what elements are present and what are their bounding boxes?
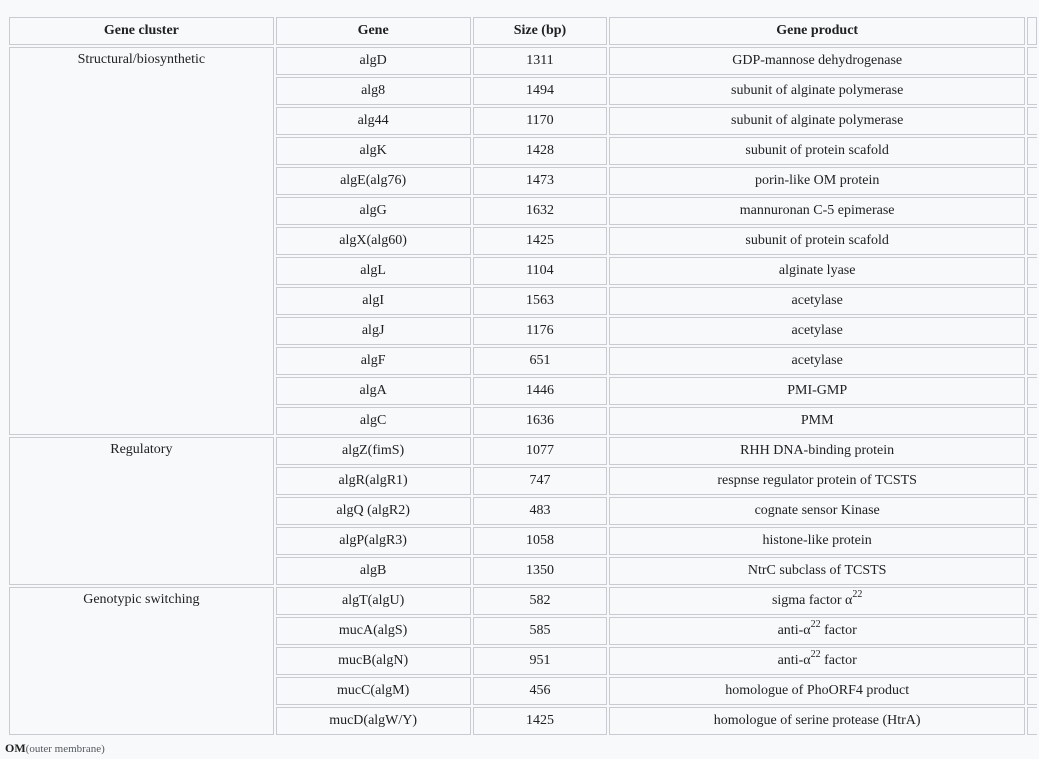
cutoff-column-cell	[1027, 287, 1037, 315]
size-cell: 951	[473, 647, 608, 675]
gene-cell: algK	[276, 137, 471, 165]
gene-product-text: acetylase	[791, 353, 843, 368]
gene-product-cell	[609, 377, 1025, 405]
header-cutoff-column	[1027, 17, 1037, 45]
gene-product-text: RHH DNA-binding protein	[740, 443, 895, 458]
gene-product-text: subunit of alginate polymerase	[731, 113, 904, 128]
cutoff-column-cell	[1027, 197, 1037, 225]
gene-product-cell	[609, 77, 1025, 105]
gene-product-suffix: factor	[820, 653, 857, 668]
cutoff-column-cell	[1027, 77, 1037, 105]
gene-product-cell	[609, 587, 1025, 615]
cutoff-column-cell	[1027, 107, 1037, 135]
gene-product-cell	[609, 527, 1025, 555]
gene-cell: algC	[276, 407, 471, 435]
header-size: Size (bp)	[473, 17, 608, 45]
size-cell: 582	[473, 587, 608, 615]
gene-cell: algX(alg60)	[276, 227, 471, 255]
size-cell: 1170	[473, 107, 608, 135]
gene-product-text: homologue of serine protease (HtrA)	[713, 713, 921, 728]
cutoff-column-cell	[1027, 467, 1037, 495]
size-cell: 1446	[473, 377, 608, 405]
gene-cell: alg8	[276, 77, 471, 105]
gene-product-suffix: factor	[820, 623, 857, 638]
gene-cluster-cell: Genotypic switching	[9, 587, 274, 735]
size-cell: 1104	[473, 257, 608, 285]
size-cell: 1077	[473, 437, 608, 465]
gene-cell: mucA(algS)	[276, 617, 471, 645]
size-cell: 456	[473, 677, 608, 705]
cutoff-column-cell	[1027, 527, 1037, 555]
gene-product-text: PMM	[800, 413, 834, 428]
footnote-text: (outer membrane)	[25, 743, 105, 755]
gene-product-cell	[609, 647, 1025, 675]
cutoff-column-cell	[1027, 437, 1037, 465]
cutoff-column-cell	[1027, 677, 1037, 705]
size-cell: 1428	[473, 137, 608, 165]
header-gene-cluster: Gene cluster	[9, 17, 274, 45]
size-cell: 747	[473, 467, 608, 495]
gene-cell: algI	[276, 287, 471, 315]
table-row	[9, 587, 1037, 615]
gene-cell: algF	[276, 347, 471, 375]
size-cell: 1311	[473, 47, 608, 75]
gene-product-cell	[609, 197, 1025, 225]
gene-cell: algJ	[276, 317, 471, 345]
header-gene-product: Gene product	[609, 17, 1025, 45]
size-cell: 1473	[473, 167, 608, 195]
gene-product-cell	[609, 467, 1025, 495]
gene-cell: algR(algR1)	[276, 467, 471, 495]
size-cell: 1058	[473, 527, 608, 555]
gene-product-text: subunit of alginate polymerase	[731, 83, 904, 98]
size-cell: 585	[473, 617, 608, 645]
gene-product-text: sigma factor α	[771, 593, 853, 608]
gene-cluster-cell: Regulatory	[9, 437, 274, 585]
gene-cluster-cell: Structural/biosynthetic	[9, 47, 274, 435]
gene-product-text: alginate lyase	[778, 263, 856, 278]
size-cell: 1636	[473, 407, 608, 435]
gene-product-text: mannuronan C-5 epimerase	[739, 203, 895, 218]
size-cell: 1425	[473, 707, 608, 735]
cutoff-column-cell	[1027, 167, 1037, 195]
size-cell: 1632	[473, 197, 608, 225]
cutoff-column-cell	[1027, 377, 1037, 405]
size-cell: 1563	[473, 287, 608, 315]
gene-product-cell	[609, 287, 1025, 315]
gene-product-cell	[609, 677, 1025, 705]
cutoff-column-cell	[1027, 227, 1037, 255]
superscript: 22	[810, 619, 821, 631]
gene-product-cell	[609, 227, 1025, 255]
gene-cell: algG	[276, 197, 471, 225]
cutoff-column-cell	[1027, 617, 1037, 645]
gene-product-text: anti-α	[777, 653, 811, 668]
gene-product-text: subunit of protein scafold	[745, 233, 889, 248]
size-cell: 1350	[473, 557, 608, 585]
gene-product-text: histone-like protein	[762, 533, 872, 548]
cutoff-column-cell	[1027, 137, 1037, 165]
footnote	[5, 741, 105, 756]
cutoff-column-cell	[1027, 647, 1037, 675]
gene-cell: algZ(fimS)	[276, 437, 471, 465]
gene-cluster-table	[7, 15, 1039, 737]
cutoff-column-cell	[1027, 587, 1037, 615]
gene-product-cell	[609, 407, 1025, 435]
table-row	[9, 47, 1037, 75]
gene-product-cell	[609, 167, 1025, 195]
cutoff-column-cell	[1027, 257, 1037, 285]
gene-cell: mucC(algM)	[276, 677, 471, 705]
table-body	[9, 47, 1037, 735]
gene-product-text: GDP-mannose dehydrogenase	[732, 53, 903, 68]
cutoff-column-cell	[1027, 497, 1037, 525]
header-gene: Gene	[276, 17, 471, 45]
gene-product-text: cognate sensor Kinase	[754, 503, 880, 518]
gene-cell: algA	[276, 377, 471, 405]
size-cell: 1494	[473, 77, 608, 105]
gene-product-text: acetylase	[791, 293, 843, 308]
gene-cell: algL	[276, 257, 471, 285]
cutoff-column-cell	[1027, 317, 1037, 345]
cutoff-column-cell	[1027, 707, 1037, 735]
gene-product-text: respnse regulator protein of TCSTS	[717, 473, 917, 488]
size-cell: 1176	[473, 317, 608, 345]
gene-product-text: acetylase	[791, 323, 843, 338]
gene-product-cell	[609, 497, 1025, 525]
gene-product-cell	[609, 347, 1025, 375]
gene-product-cell	[609, 437, 1025, 465]
gene-cell: algT(algU)	[276, 587, 471, 615]
gene-product-cell	[609, 47, 1025, 75]
gene-product-text: subunit of protein scafold	[745, 143, 889, 158]
gene-cell: mucB(algN)	[276, 647, 471, 675]
gene-product-text: porin-like OM protein	[754, 173, 880, 188]
gene-cell: algQ (algR2)	[276, 497, 471, 525]
cutoff-column-cell	[1027, 347, 1037, 375]
gene-product-cell	[609, 257, 1025, 285]
gene-product-cell	[609, 617, 1025, 645]
table-row	[9, 437, 1037, 465]
cutoff-column-cell	[1027, 47, 1037, 75]
size-cell: 651	[473, 347, 608, 375]
gene-cell: algP(algR3)	[276, 527, 471, 555]
gene-cell: algE(alg76)	[276, 167, 471, 195]
gene-product-cell	[609, 557, 1025, 585]
superscript: 22	[810, 649, 821, 661]
gene-product-text: PMI-GMP	[787, 383, 848, 398]
header-row	[9, 17, 1037, 45]
gene-cell: algB	[276, 557, 471, 585]
footnote-term: OM	[5, 741, 26, 755]
gene-product-cell	[609, 317, 1025, 345]
gene-cell: algD	[276, 47, 471, 75]
cutoff-column-cell	[1027, 407, 1037, 435]
gene-cell: alg44	[276, 107, 471, 135]
gene-product-cell	[609, 107, 1025, 135]
size-cell: 1425	[473, 227, 608, 255]
gene-product-cell	[609, 707, 1025, 735]
gene-product-text: NtrC subclass of TCSTS	[747, 563, 887, 578]
cutoff-column-cell	[1027, 557, 1037, 585]
size-cell: 483	[473, 497, 608, 525]
gene-product-cell	[609, 137, 1025, 165]
superscript: 22	[852, 589, 863, 601]
gene-product-text: anti-α	[777, 623, 811, 638]
gene-cell: mucD(algW/Y)	[276, 707, 471, 735]
gene-product-text: homologue of PhoORF4 product	[725, 683, 910, 698]
